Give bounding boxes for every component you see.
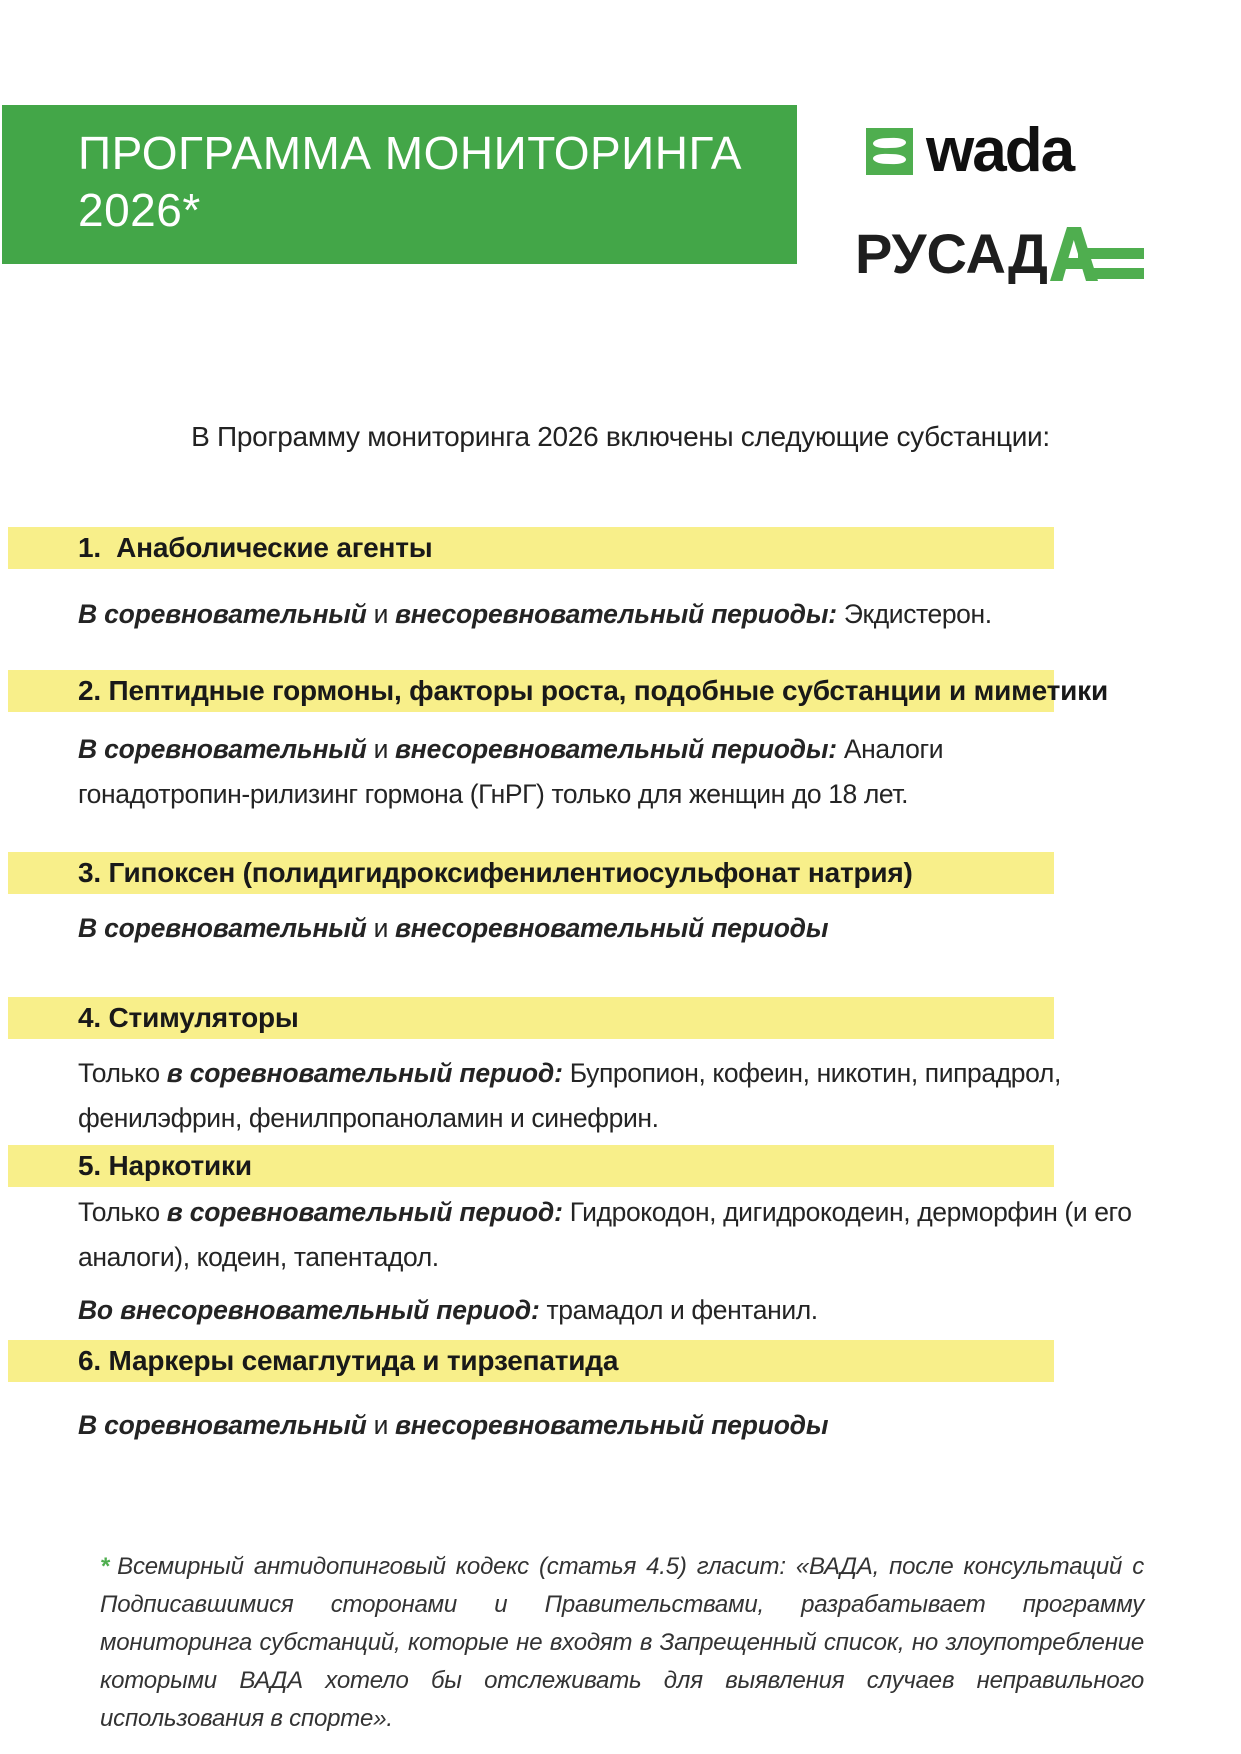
- text-segment: В соревновательный: [78, 913, 367, 943]
- footnote-asterisk: *: [100, 1553, 110, 1580]
- text-segment: Гидрокодон, дигидрокодеин, дерморфин (и его аналоги), кодеин, тапентадол.: [78, 1197, 1132, 1272]
- text-segment: Аналоги гонадотропин-рилизинг гормона (ГнРГ) только для женщин до 18 лет.: [78, 734, 944, 809]
- footnote: [100, 1548, 1144, 1738]
- text-segment: в соревновательный период:: [166, 1197, 563, 1227]
- wada-logo: [866, 116, 1074, 185]
- text-segment: трамадол и фентанил.: [539, 1295, 818, 1325]
- text-segment: Во внесоревновательный период:: [78, 1295, 540, 1325]
- section-6-heading-bar: [8, 1340, 1054, 1382]
- section-1-paragraph: [78, 592, 1190, 637]
- wada-equals-icon: [866, 128, 913, 175]
- section-6-paragraph: [78, 1403, 1190, 1448]
- title-banner: [2, 105, 797, 264]
- text-segment: и: [366, 734, 395, 764]
- text-segment: В соревновательный: [78, 599, 367, 629]
- section-3-heading-bar: [8, 852, 1054, 894]
- section-1-heading: 1. Анаболические агенты: [78, 532, 433, 563]
- section-1-heading-bar: [8, 527, 1054, 569]
- section-3-heading: 3. Гипоксен (полидигидроксифенилентиосульфонат натрия): [78, 857, 913, 888]
- section-6-heading: 6. Маркеры семаглутида и тирзепатида: [78, 1345, 619, 1376]
- text-segment: В соревновательный: [78, 734, 367, 764]
- page-title-line2: 2026*: [78, 184, 201, 236]
- rusada-logo: [855, 222, 1146, 285]
- page-title-line1: ПРОГРАММА МОНИТОРИНГА: [78, 127, 742, 179]
- text-segment: в соревновательный период:: [166, 1058, 563, 1088]
- text-segment: внесоревновательный периоды: [395, 1410, 829, 1440]
- section-3-paragraph: [78, 906, 1190, 951]
- section-5-heading: 5. Наркотики: [78, 1150, 252, 1181]
- section-5-paragraph-2: [78, 1288, 1190, 1333]
- rusada-logo-text: РУСАД: [855, 222, 1048, 285]
- text-segment: и: [366, 913, 395, 943]
- section-4-paragraph: [78, 1051, 1190, 1141]
- page-title: [2, 105, 797, 239]
- section-2-heading-bar: [8, 670, 1108, 712]
- footnote-text: Всемирный антидопинговый кодекс (статья 4.5) гласит: «ВАДА, после консультаций с Подписавшимися сторонами и Правительствами, разрабатывает программу мониторинга субстанций, которые не входят в Запрещенный список, но злоупотребление которыми ВАДА хотело бы отслеживать для выявления случаев неправильного использования в спорте».: [100, 1553, 1144, 1732]
- text-segment: внесоревновательный периоды:: [395, 599, 837, 629]
- section-5-heading-bar: [8, 1145, 1054, 1187]
- text-segment: Только: [78, 1197, 167, 1227]
- text-segment: и: [366, 599, 395, 629]
- text-segment: Только: [78, 1058, 167, 1088]
- text-segment: В соревновательный: [78, 1410, 367, 1440]
- text-segment: внесоревновательный периоды: [395, 913, 829, 943]
- text-segment: и: [366, 1410, 395, 1440]
- section-2-paragraph: [78, 727, 1118, 817]
- section-4-heading: 4. Стимуляторы: [78, 1002, 299, 1033]
- rusada-a-icon: [1050, 227, 1146, 281]
- text-segment: Экдистерон.: [836, 599, 992, 629]
- section-4-heading-bar: [8, 997, 1054, 1039]
- wada-logo-text: wada: [926, 116, 1074, 185]
- intro-text: В Программу мониторинга 2026 включены следующие субстанции:: [191, 421, 1050, 452]
- text-segment: Бупропион, кофеин, никотин, пипрадрол, фенилэфрин, фенилпропаноламин и синефрин.: [78, 1058, 1061, 1133]
- section-5-paragraph-1: [78, 1190, 1190, 1280]
- text-segment: внесоревновательный периоды:: [395, 734, 837, 764]
- section-2-heading: 2. Пептидные гормоны, факторы роста, подобные субстанции и миметики: [78, 675, 1108, 706]
